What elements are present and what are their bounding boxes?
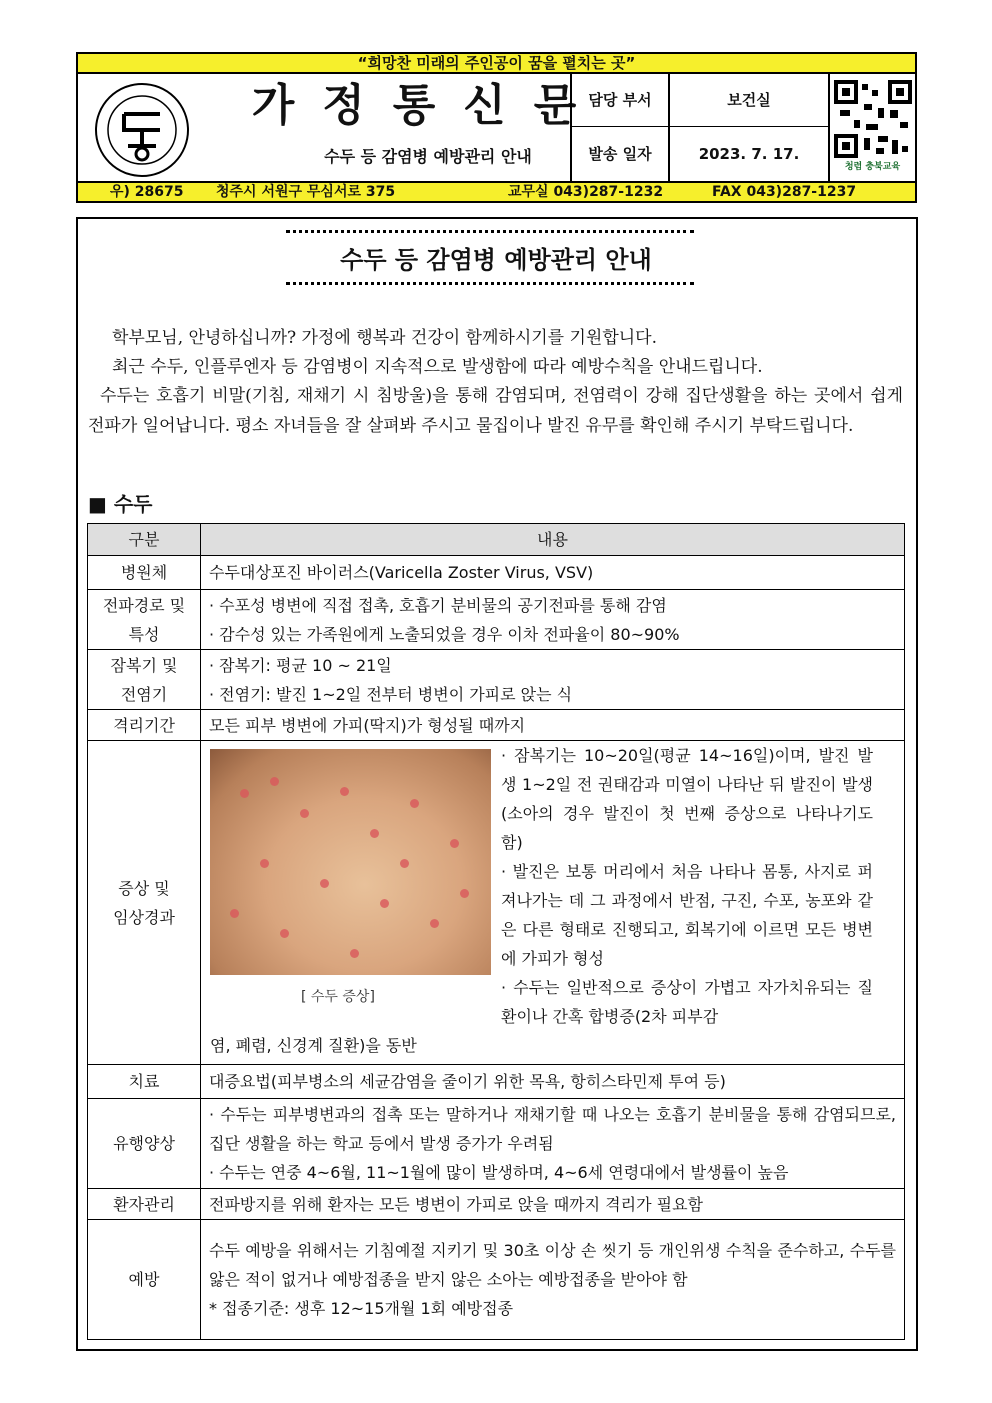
intro-paragraph-3: 수두는 호흡기 비말(기침, 재채기 시 침방울)을 통해 감염되며, 전염력이 강해 집단생활을 하는 곳에서 쉽게 전파가 일어납니다. 평소 자녀들을 잘 살펴봐 주시고 물집이나 발진 유무를 확인해 주시기 부탁드립니다. [88,386,903,436]
row-value [201,590,905,650]
table-row [88,590,905,650]
row-value: 수두대상포진 바이러스(Varicella Zoster Virus, VSV) [201,556,905,590]
row-key: 유행양상 [88,1099,201,1189]
dept-label: 담당 부서 [570,74,668,127]
row-key: 예방 [88,1220,201,1340]
title-divider-bottom [286,282,694,285]
row-key: 병원체 [88,556,201,590]
row-key: 격리기간 [88,710,201,741]
photo-caption: [ 수두 증상] [301,989,375,1005]
chickenpox-table [87,523,905,1340]
table-row [88,650,905,710]
row-key [88,650,201,710]
row-key-line: 임상경과 [113,907,175,927]
row-value-line: · 전염기: 발진 1~2일 전부터 병변이 가피로 앉는 식 [209,684,573,704]
table-row [88,1065,905,1099]
row-value [201,1099,905,1189]
row-value-line: · 수두는 연중 4~6월, 11~1월에 많이 발생하며, 4~6세 연령대에서 발생률이 높음 [209,1163,789,1182]
row-key-line: 특성 [128,624,160,644]
newsletter-subtitle: 수두 등 감염병 예방관리 안내 [324,147,532,166]
symptoms-cell [201,741,905,1065]
symptoms-text [501,741,873,1031]
slogan: “희망찬 미래의 주인공이 꿈을 펼치는 곳” [76,52,917,74]
header-body [76,74,917,181]
row-value: 모든 피부 병변에 가피(딱지)가 형성될 때까지 [201,710,905,741]
school-logo [78,74,208,181]
table-row [88,710,905,741]
intro-paragraph-1: 학부모님, 안녕하십니까? 가정에 행복과 건강이 함께하시기를 기원합니다. [112,328,658,348]
postal-code: 우) 28675 [110,184,184,200]
table-row [88,741,905,1065]
row-value-line: * 접종기준: 생후 12~15개월 1회 예방접종 [209,1299,514,1318]
row-value: 전파방지를 위해 환자는 모든 병변이 가피로 앉을 때까지 격리가 필요함 [201,1189,905,1220]
row-key [88,741,201,1065]
row-value-line: · 잠복기: 평균 10 ~ 21일 [209,655,392,675]
chickenpox-photo [210,749,491,975]
row-value [201,650,905,710]
symptoms-item: · 잠복기는 10~20일(평균 14~16일)이며, 발진 발생 1~2일 전 권태감과 미열이 나타난 뒤 발진이 발생(소아의 경우 발진이 첫 번째 증상으로 나타나기도 함) [501,746,873,852]
table-row [88,1189,905,1220]
row-key: 환자관리 [88,1189,201,1220]
date-value: 2023. 7. 17. [668,127,828,181]
header-value: 내용 [201,524,905,556]
table-row [88,1099,905,1189]
row-value [201,1220,905,1340]
row-key-line: 잠복기 및 [110,655,178,675]
symptoms-item: · 발진은 보통 머리에서 처음 나타나 몸통, 사지로 퍼져나가는 데 그 과정에서 반점, 구진, 수포, 농포와 같은 다른 형태로 진행되고, 회복기에 이르면 모든 병변에 가피가 형성 [501,862,873,968]
header-key: 구분 [88,524,201,556]
row-value-line: · 수두는 피부병변과의 접촉 또는 말하거나 재채기할 때 나오는 호흡기 분비물을 통해 감염되므로, 집단 생활을 하는 학교 등에서 발생 증가가 우려됨 [209,1105,896,1153]
address-bar [76,181,917,203]
symptoms-content [201,741,904,1061]
dept-value: 보건실 [668,74,828,127]
row-key-line: 전염기 [120,684,168,704]
fax-number: FAX 043)287-1237 [712,184,857,200]
symptoms-item: · 수두는 일반적으로 증상이 가볍고 자가치유되는 질환이나 간혹 합병증(2차 피부감 [501,978,873,1026]
qr-caption: 청렴 충북교육 [844,162,901,172]
table-row [88,556,905,590]
table-row [88,1220,905,1340]
school-emblem-icon [88,80,196,180]
row-key: 치료 [88,1065,201,1099]
intro-paragraph-2: 최근 수두, 인플루엔자 등 감염병이 지속적으로 발생함에 따라 예방수칙을 안내드립니다. [112,357,763,377]
date-label: 발송 일자 [570,127,668,181]
row-value-line: · 수포성 병변에 직접 접촉, 호흡기 분비물의 공기전파를 통해 감염 [209,595,667,615]
title-divider-top [286,230,694,233]
row-key-line: 증상 및 [118,878,170,898]
newsletter-header [76,52,917,202]
school-address: 청주시 서원구 무심서로 375 [216,184,396,200]
qr-box [828,74,915,181]
row-value-line: 수두 예방을 위해서는 기침예절 지키기 및 30초 이상 손 씻기 등 개인위생 수칙을 준수하고, 수두를 앓은 적이 없거나 예방접종을 받지 않은 소아는 예방접종을 받아야 함 [209,1241,896,1289]
qr-code-icon[interactable] [834,80,912,158]
table-header-row [88,524,905,556]
newsletter-title: 가정통신문 [251,80,605,131]
section-heading: ■ 수두 [88,492,153,516]
main-title: 수두 등 감염병 예방관리 안내 [340,246,652,274]
row-key [88,590,201,650]
symptoms-item-continued: 염, 폐렴, 신경계 질환)을 동반 [210,1036,417,1055]
row-value-line: · 감수성 있는 가족원에게 노출되었을 경우 이차 전파율이 80~90% [209,624,680,644]
office-phone: 교무실 043)287-1232 [508,184,664,200]
row-value: 대증요법(피부병소의 세균감염을 줄이기 위한 목욕, 항히스타민제 투여 등) [201,1065,905,1099]
row-key-line: 전파경로 및 [102,595,186,615]
